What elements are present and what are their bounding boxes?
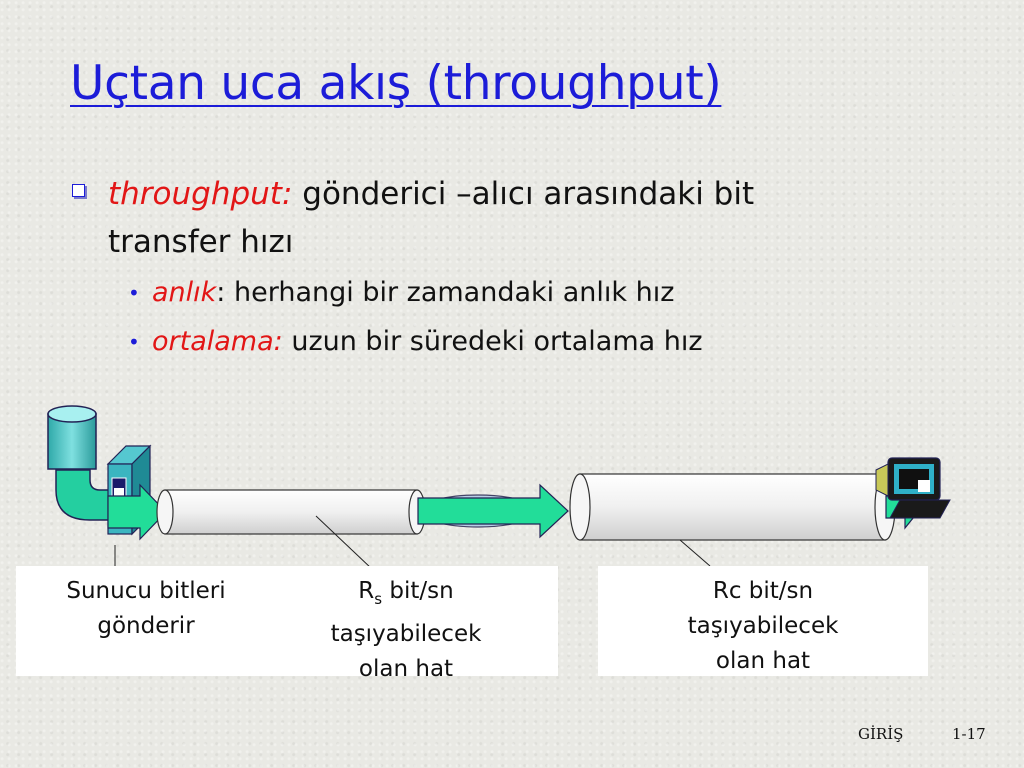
label-box-left (16, 566, 558, 682)
dot-icon: • (128, 281, 140, 305)
label-rs-line3: olan hat (358, 656, 454, 682)
dot-icon: • (128, 330, 140, 354)
sub-term: anlık (152, 277, 217, 308)
label-server-line2: gönderir (97, 613, 195, 639)
arrow-middle-icon (418, 485, 568, 537)
sub-text: : herhangi bir zamandaki anlık hız (216, 277, 675, 308)
label-rc-line2: taşıyabilecek (687, 613, 839, 639)
label-rs (306, 574, 506, 687)
bullet-text-line2: transfer hızı (108, 224, 294, 260)
label-rs-line2: taşıyabilecek (330, 621, 482, 647)
label-rs-line1: bit/sn (382, 578, 454, 604)
bullet-term: throughput: (108, 176, 293, 212)
bullet-text-line1: gönderici –alıcı arasındaki bit (292, 176, 755, 212)
label-rc-line1: Rc bit/sn (712, 578, 814, 604)
footer-page-number: 1-17 (952, 725, 986, 743)
page-title: Uçtan uca akış (throughput) (70, 56, 722, 111)
pointer-line-rc (680, 540, 710, 566)
pipe-rc (570, 474, 895, 540)
footer-section: GİRİŞ (858, 725, 904, 743)
sub-term: ortalama: (152, 326, 283, 357)
label-server (46, 574, 246, 644)
sub-text: uzun bir süredeki ortalama hız (282, 326, 703, 357)
label-rc-line3: olan hat (715, 648, 811, 674)
label-rs-R: R (358, 578, 375, 604)
pipe-rs (157, 490, 425, 534)
label-server-line1: Sunucu bitleri (66, 578, 226, 604)
label-rs-subscript: s (374, 590, 383, 608)
label-box-right (598, 566, 928, 676)
